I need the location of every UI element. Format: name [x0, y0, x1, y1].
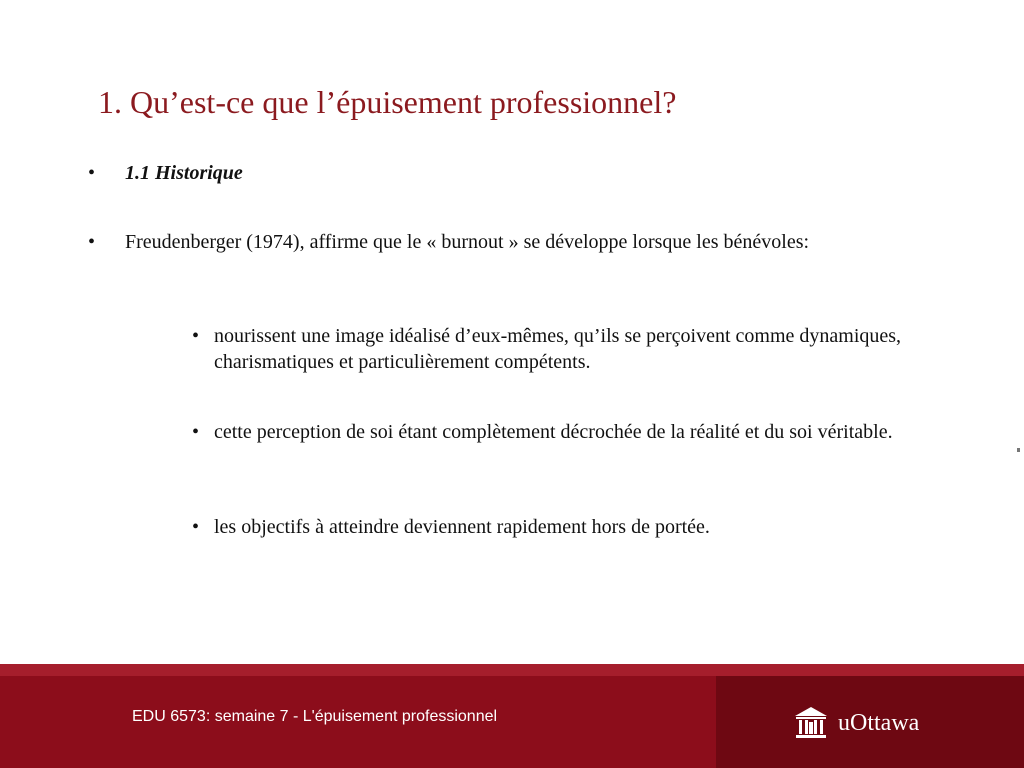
sub-bullet-text: les objectifs à atteindre deviennent rapidement hors de portée.	[214, 516, 710, 538]
section-heading: 1.1 Historique	[125, 162, 243, 184]
edge-mark	[1017, 448, 1020, 452]
slide-title: 1. Qu’est-ce que l’épuisement professionnel?	[98, 84, 677, 120]
uottawa-logo	[792, 704, 919, 742]
sub-bullet-marker: •	[192, 516, 200, 538]
sub-bullet-text: nourissent une image idéalisé d’eux-mêmes, qu’ils se perçoivent comme dynamiques, charismatiques et particulièrement compétents.	[214, 325, 902, 373]
sub-bullet-marker: •	[192, 421, 200, 443]
footer-top-stripe	[0, 664, 1024, 676]
bullet-marker: •	[88, 231, 96, 253]
university-building-icon	[792, 704, 830, 742]
bullet-text: Freudenberger (1974), affirme que le « burnout » se développe lorsque les bénévoles:	[125, 231, 810, 253]
sub-bullet-objectifs	[192, 514, 932, 540]
logo-text: uOttawa	[838, 709, 920, 736]
bullet-freudenberger	[88, 230, 908, 254]
sub-bullet-marker: •	[192, 325, 200, 347]
bullet-historique	[88, 161, 908, 185]
sub-bullet-text: cette perception de soi étant complètement décrochée de la réalité et du soi véritable.	[214, 421, 893, 443]
bullet-marker: •	[88, 162, 96, 184]
sub-bullet-image-idealisee	[192, 323, 932, 375]
sub-bullet-perception	[192, 419, 932, 445]
footer-bar	[0, 664, 1024, 768]
course-label: EDU 6573: semaine 7 - L'épuisement professionnel	[132, 708, 498, 725]
